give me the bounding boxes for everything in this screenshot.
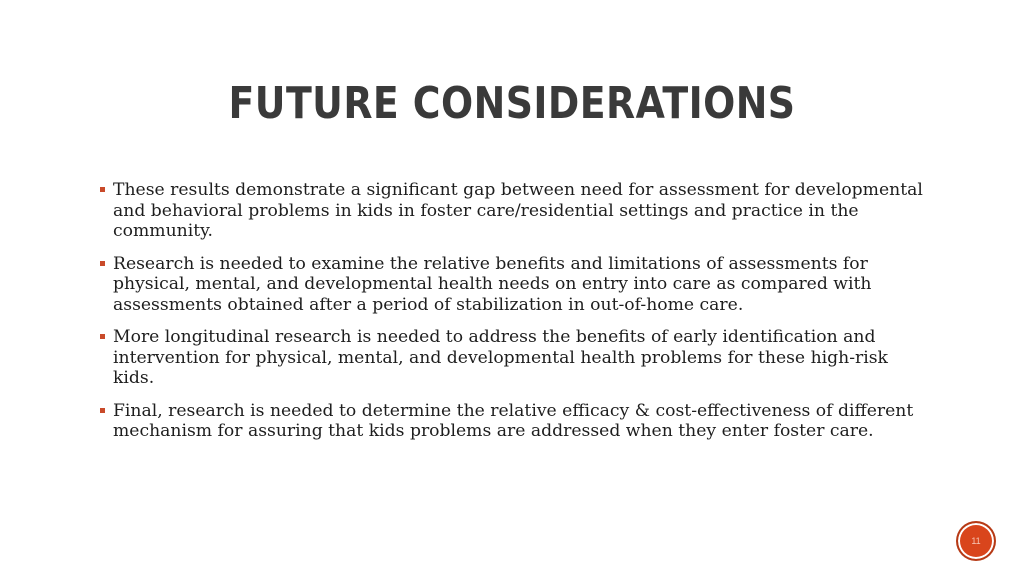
bullet-text: Final, research is needed to determine the relative efficacy & cost-effectiveness of different mechanism for assuring that kids problems are addressed when they enter foster care. xyxy=(113,400,914,441)
bullet-item xyxy=(100,401,930,442)
slide-title: FUTURE CONSIDERATIONS xyxy=(228,78,796,129)
square-bullet-icon xyxy=(100,187,105,192)
square-bullet-icon xyxy=(100,408,105,413)
bullet-list xyxy=(100,180,930,454)
square-bullet-icon xyxy=(100,334,105,339)
bullet-item xyxy=(100,180,930,242)
bullet-text: Research is needed to examine the relative benefits and limitations of assessments for physical, mental, and developmental health needs on entry into care as compared with assessments obtained after a period of stabilization in out-of-home care. xyxy=(113,253,872,315)
bullet-item xyxy=(100,254,930,316)
square-bullet-icon xyxy=(100,261,105,266)
bullet-text: These results demonstrate a significant gap between need for assessment for developmental and behavioral problems in kids in foster care/residential settings and practice in the community. xyxy=(113,180,923,241)
bullet-text: More longitudinal research is needed to address the benefits of early identification and intervention for physical, mental, and developmental health problems for these high-risk kids. xyxy=(113,327,888,388)
slide-number-badge xyxy=(957,522,995,560)
bullet-item xyxy=(100,327,930,389)
slide-number: 11 xyxy=(971,536,981,546)
